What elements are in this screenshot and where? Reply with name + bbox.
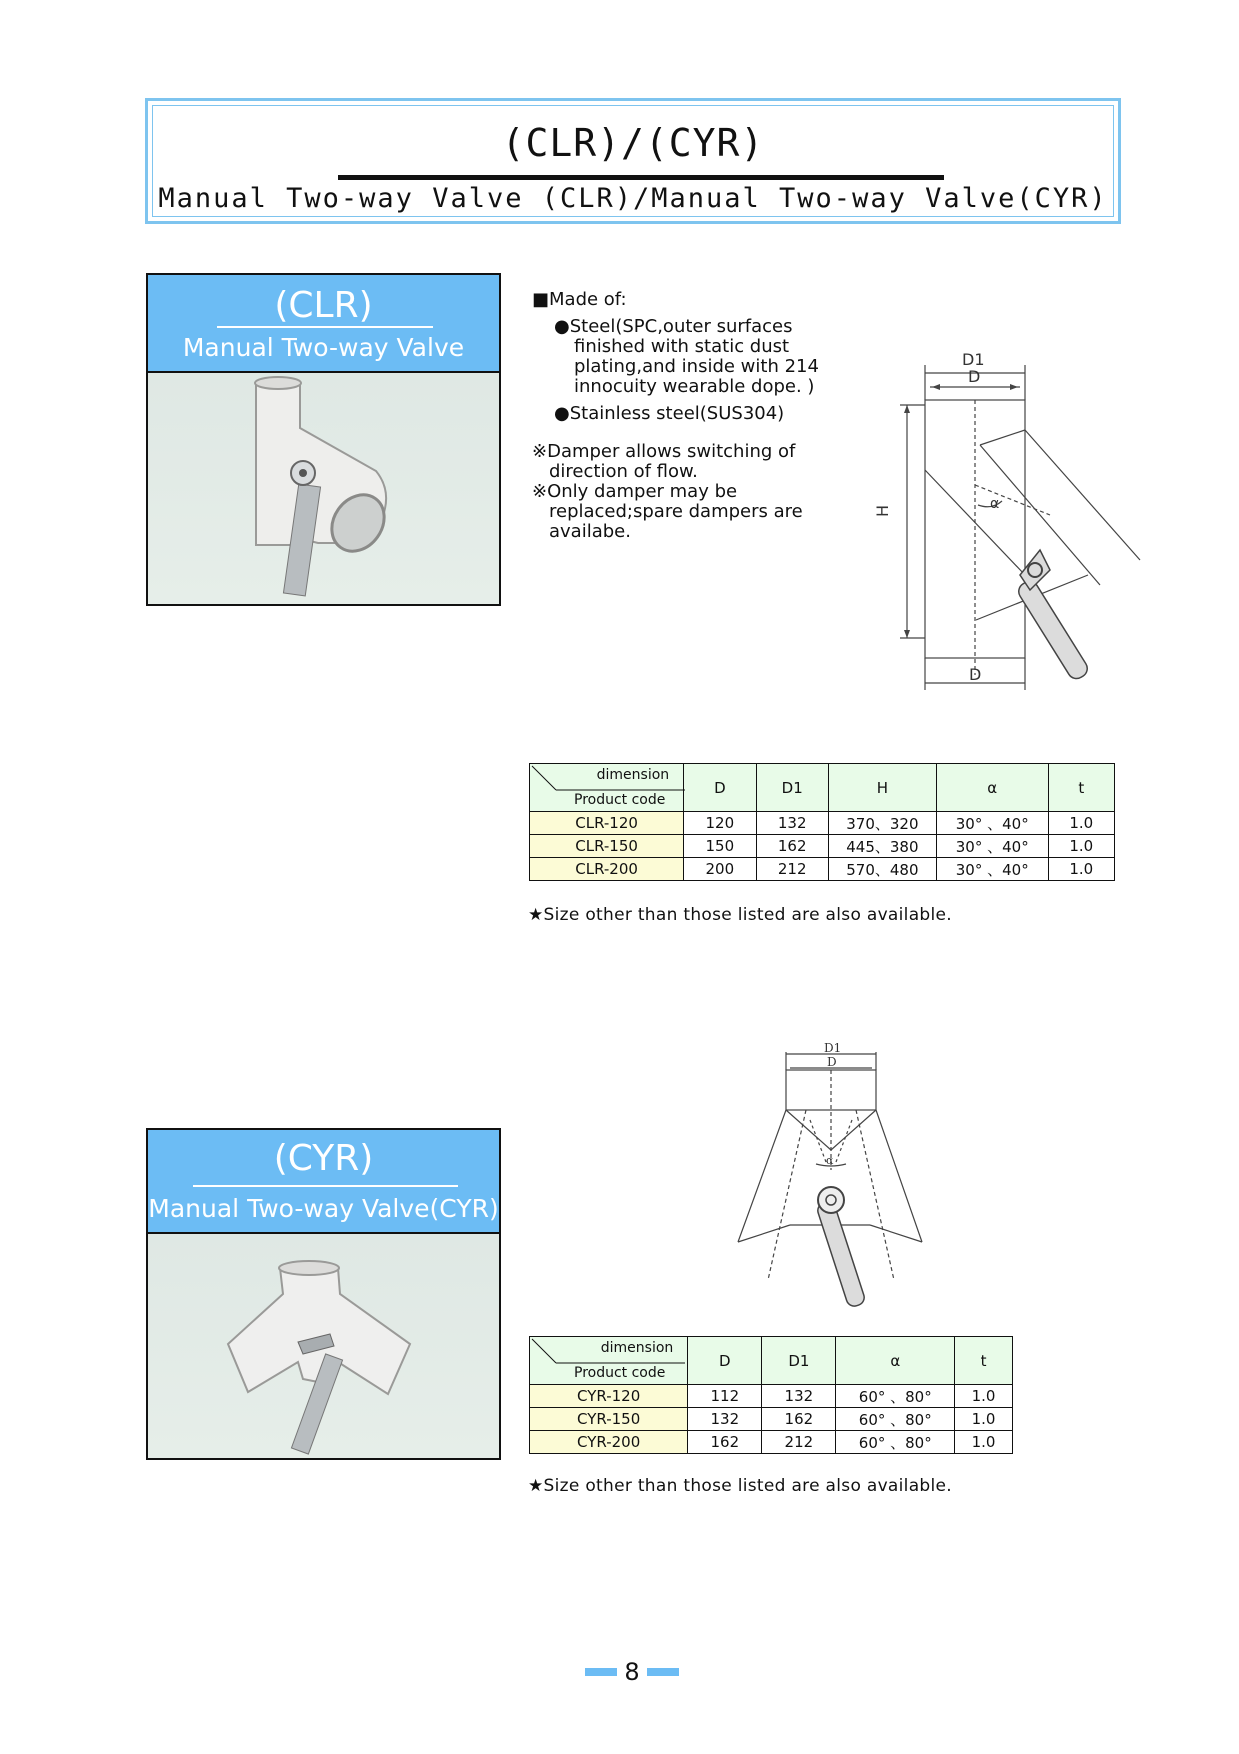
clr-product-photo xyxy=(148,371,499,604)
table-corner xyxy=(530,1337,688,1385)
stainless-line: ●Stainless steel(SUS304) xyxy=(554,403,785,424)
table-cell: 150 xyxy=(684,835,756,858)
clr-alpha-label: α xyxy=(990,496,1000,512)
clr-valve-image xyxy=(148,373,499,606)
table-cell: 30° 、40° xyxy=(936,812,1048,835)
page-number-bar-right xyxy=(647,1668,679,1676)
steel-line: ●Steel(SPC,outer surfaces xyxy=(554,316,793,337)
table-row xyxy=(530,1408,1013,1431)
table-cell: 60° 、80° xyxy=(836,1408,955,1431)
table-cell: 1.0 xyxy=(1048,812,1114,835)
table-corner xyxy=(530,764,684,812)
cyr-spec-table xyxy=(529,1336,1013,1454)
page-title: (CLR)/(CYR) xyxy=(501,121,765,165)
column-header: α xyxy=(936,764,1048,812)
clr-bottom-d-label: D xyxy=(969,665,982,684)
cyr-card-header xyxy=(148,1130,499,1232)
table-cell: 60° 、80° xyxy=(836,1385,955,1408)
cyr-valve-image xyxy=(148,1234,499,1460)
product-code-label: Product code xyxy=(574,792,666,808)
product-code-cell: CYR-200 xyxy=(530,1431,688,1454)
table-cell: 112 xyxy=(688,1385,762,1408)
table-cell: 30° 、40° xyxy=(936,858,1048,881)
cyr-dimension-drawing xyxy=(730,1040,950,1315)
clr-product-card xyxy=(146,273,501,606)
steel-line: finished with static dust xyxy=(574,336,790,357)
clr-card-rule xyxy=(217,326,433,328)
material-description xyxy=(532,290,862,542)
cyr-alpha-label: α xyxy=(826,1154,834,1167)
table-row xyxy=(530,1431,1013,1454)
replace-note: availabe. xyxy=(549,521,631,542)
page-subtitle: Manual Two-way Valve (CLR)/Manual Two-way Valve(CYR) xyxy=(158,183,1108,214)
table-cell: 1.0 xyxy=(1048,835,1114,858)
column-header: t xyxy=(955,1337,1013,1385)
product-code-cell: CYR-150 xyxy=(530,1408,688,1431)
table-cell: 132 xyxy=(762,1385,836,1408)
table-cell: 212 xyxy=(756,858,828,881)
steel-line: innocuity wearable dope. ) xyxy=(574,376,815,397)
cyr-product-photo xyxy=(148,1232,499,1458)
column-header: D1 xyxy=(756,764,828,812)
clr-spec-table xyxy=(529,763,1115,881)
table-cell: 1.0 xyxy=(955,1385,1013,1408)
column-header: D xyxy=(688,1337,762,1385)
clr-card-name: Manual Two-way Valve xyxy=(182,333,465,362)
table-cell: 445、380 xyxy=(828,835,936,858)
table-row xyxy=(530,812,1115,835)
table-cell: 120 xyxy=(684,812,756,835)
clr-size-note: ★Size other than those listed are also available. xyxy=(528,905,952,925)
column-header: D xyxy=(684,764,756,812)
product-code-label: Product code xyxy=(574,1365,666,1381)
table-cell: 1.0 xyxy=(1048,858,1114,881)
clr-d-label: D xyxy=(968,367,981,386)
product-code-cell: CYR-120 xyxy=(530,1385,688,1408)
replace-note: replaced;spare dampers are xyxy=(549,501,803,522)
cyr-d-label: D xyxy=(827,1055,837,1069)
table-cell: 212 xyxy=(762,1431,836,1454)
title-underline xyxy=(338,175,944,180)
cyr-card-code: (CYR) xyxy=(273,1138,374,1179)
table-row xyxy=(530,858,1115,881)
table-cell: 200 xyxy=(684,858,756,881)
steel-line: plating,and inside with 214 xyxy=(574,356,819,377)
table-cell: 60° 、80° xyxy=(836,1431,955,1454)
table-cell: 30° 、40° xyxy=(936,835,1048,858)
replace-note: ※Only damper may be xyxy=(532,481,738,502)
damper-note: direction of flow. xyxy=(549,461,698,482)
clr-h-label: H xyxy=(873,504,892,517)
table-cell: 162 xyxy=(688,1431,762,1454)
table-cell: 1.0 xyxy=(955,1408,1013,1431)
cyr-d1-label: D1 xyxy=(824,1041,842,1055)
clr-card-header xyxy=(148,275,499,371)
column-header: H xyxy=(828,764,936,812)
clr-d1-label: D1 xyxy=(962,350,985,369)
column-header: α xyxy=(836,1337,955,1385)
clr-dimension-drawing xyxy=(870,345,1150,705)
clr-card-code: (CLR) xyxy=(274,285,373,326)
damper-note: ※Damper allows switching of xyxy=(532,441,796,462)
table-cell: 132 xyxy=(688,1408,762,1431)
column-header: D1 xyxy=(762,1337,836,1385)
cyr-size-note: ★Size other than those listed are also available. xyxy=(528,1476,952,1496)
dimension-label: dimension xyxy=(596,767,670,783)
table-cell: 570、480 xyxy=(828,858,936,881)
table-cell: 370、320 xyxy=(828,812,936,835)
table-row xyxy=(530,835,1115,858)
product-code-cell: CLR-120 xyxy=(530,812,684,835)
table-cell: 162 xyxy=(762,1408,836,1431)
cyr-card-name: Manual Two-way Valve(CYR) xyxy=(148,1194,499,1223)
dimension-label: dimension xyxy=(600,1340,674,1356)
table-cell: 162 xyxy=(756,835,828,858)
made-of-heading: ■Made of: xyxy=(532,289,627,310)
table-cell: 1.0 xyxy=(955,1431,1013,1454)
product-code-cell: CLR-150 xyxy=(530,835,684,858)
table-cell: 132 xyxy=(756,812,828,835)
cyr-product-card xyxy=(146,1128,501,1460)
column-header: t xyxy=(1048,764,1114,812)
product-code-cell: CLR-200 xyxy=(530,858,684,881)
table-row xyxy=(530,1385,1013,1408)
page-number: 8 xyxy=(624,1658,640,1686)
cyr-card-rule xyxy=(193,1185,458,1187)
title-banner xyxy=(145,98,1121,224)
